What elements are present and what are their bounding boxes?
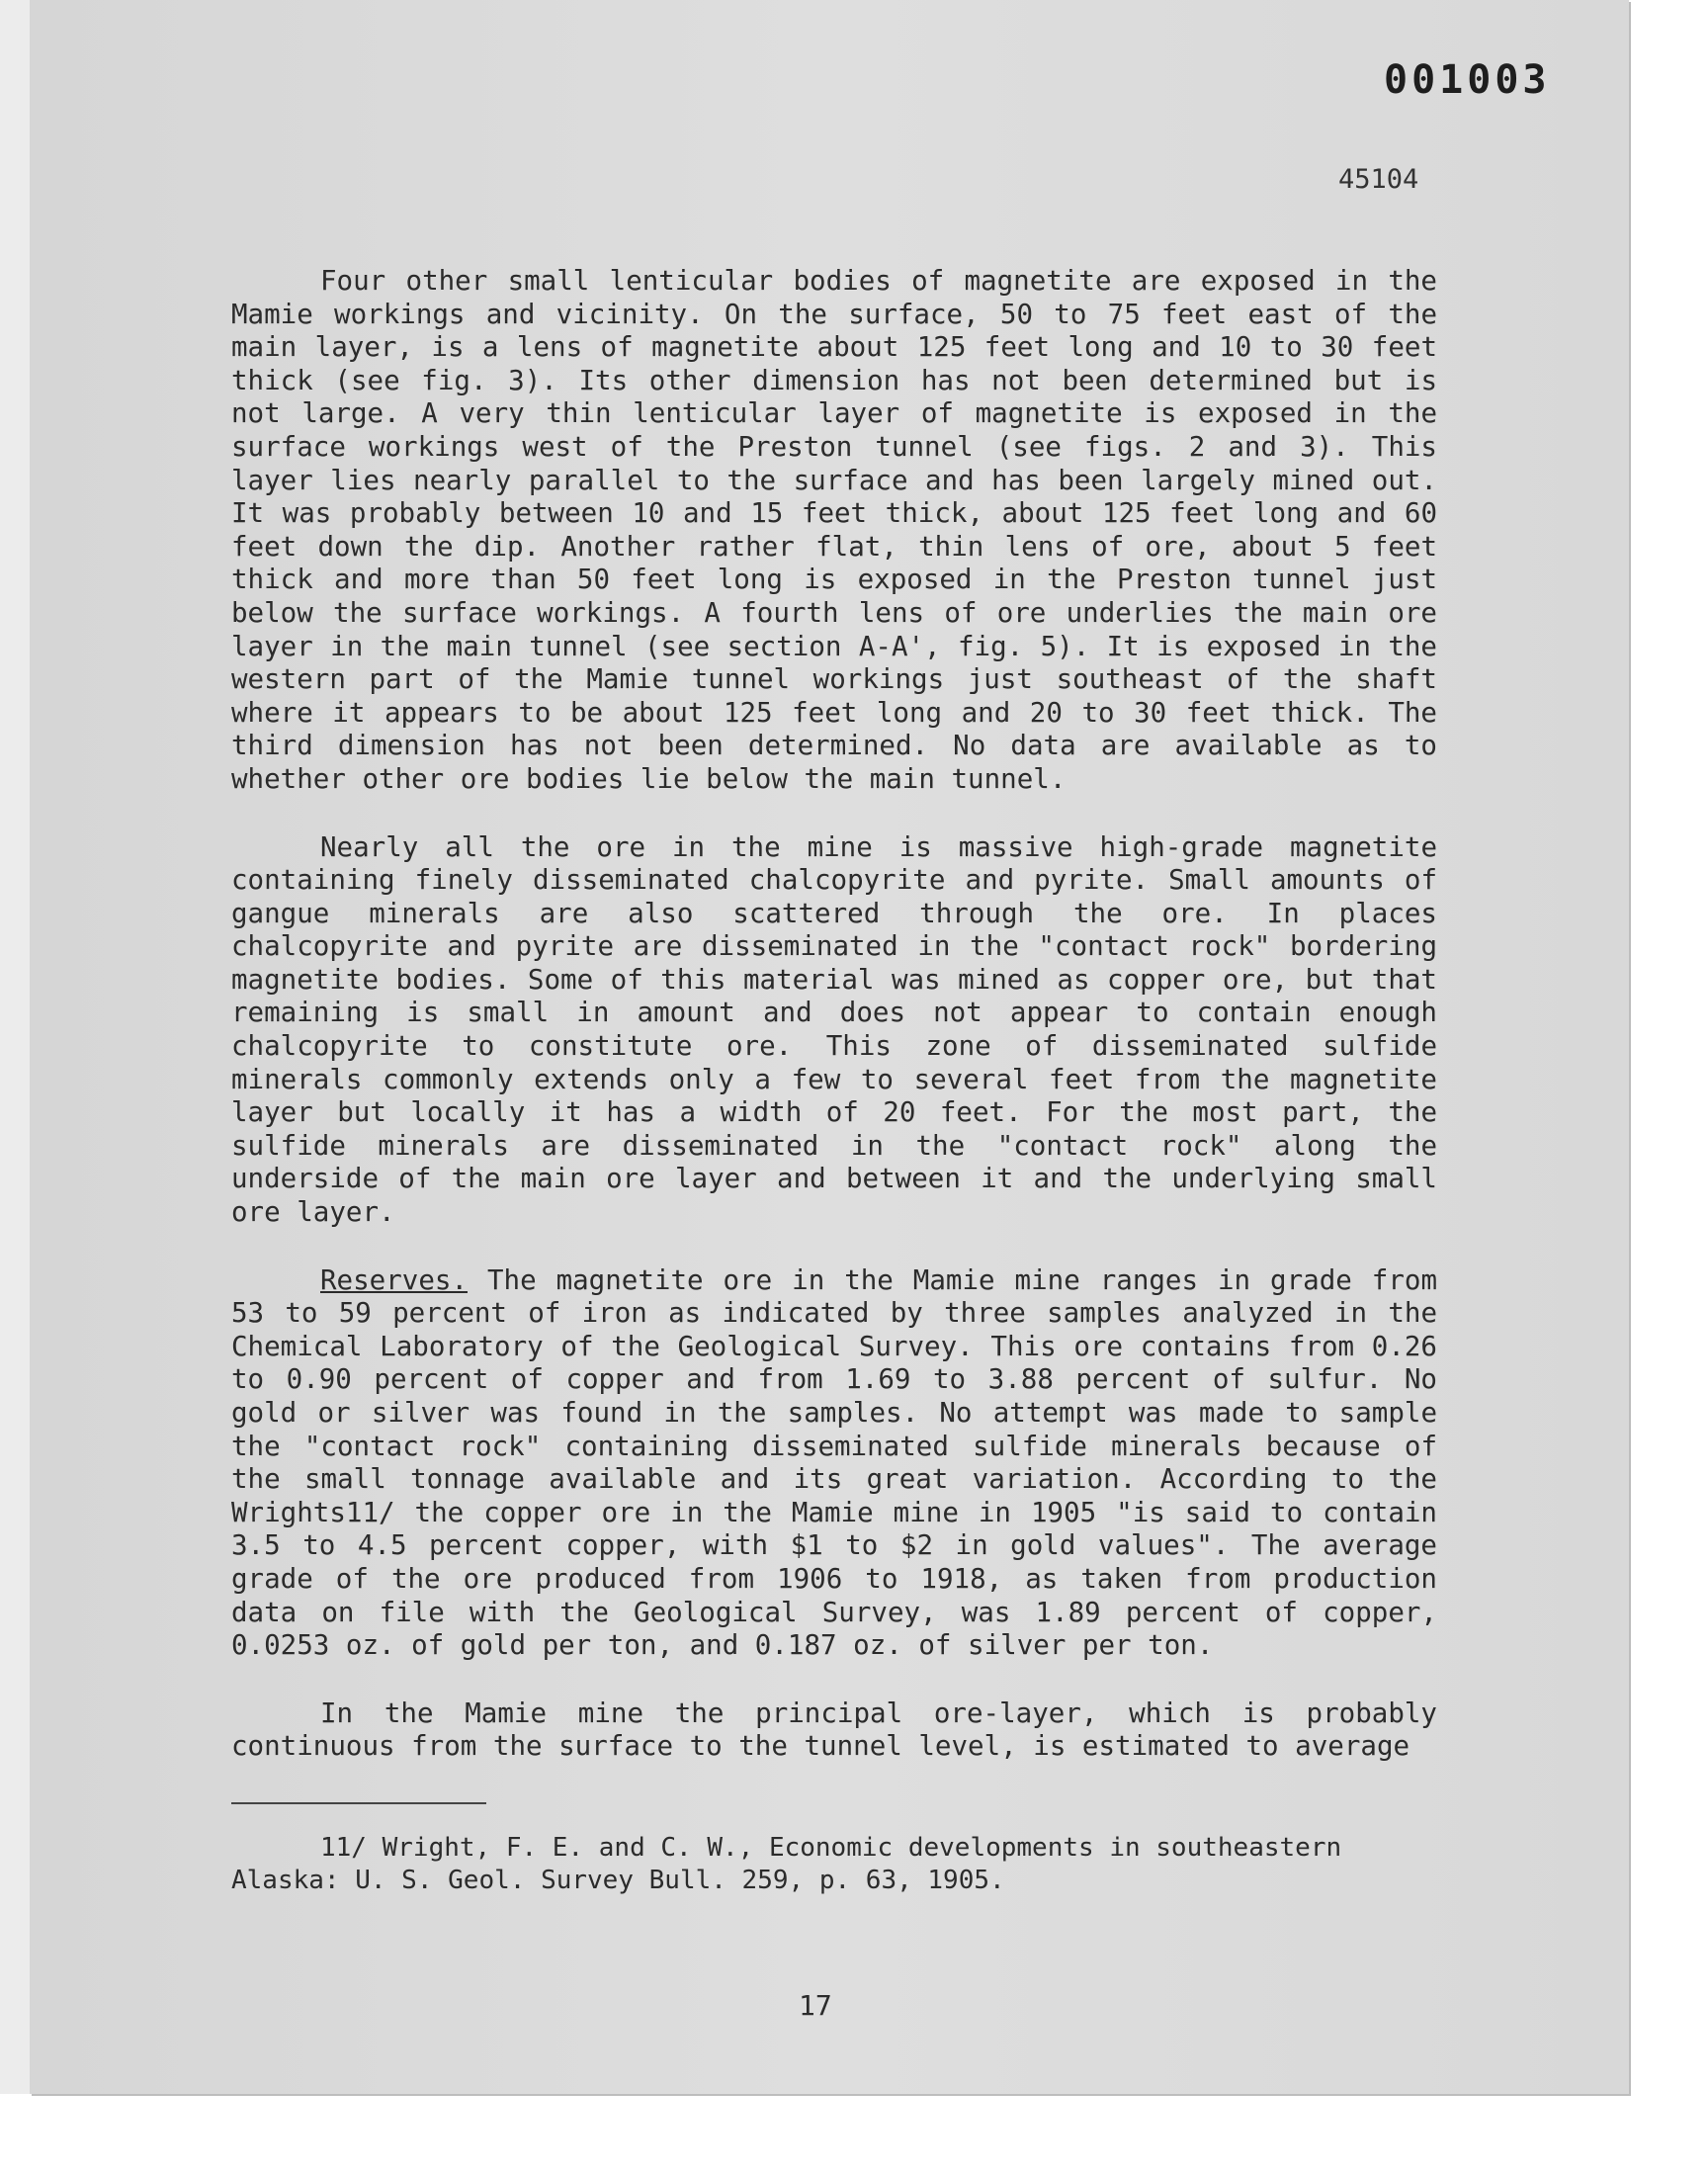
document-number: 45104 <box>1338 164 1419 195</box>
body-text <box>231 265 1437 1798</box>
section-heading-reserves: Reserves. <box>320 1263 469 1296</box>
page-number: 17 <box>799 1989 832 2022</box>
stamp-number: 001003 <box>1384 57 1551 103</box>
paragraph-2: Nearly all the ore in the mine is massive high-grade magnetite containing finely disseminated chalcopyrite and pyrite. Small amounts of gangue minerals are also scattered through the ore. In places chalcopyrite and pyrite are disseminated in the "contact rock" bordering magnetite bodies. Some of this material was mined as copper ore, but that remaining is small in amount and does not appear to contain enough chalcopyrite to constitute ore. This zone of disseminated sulfide minerals commonly extends only a few to several feet from the magnetite layer but locally it has a width of 20 feet. For the most part, the sulfide minerals are disseminated in the "contact rock" along the underside of the main ore layer and between it and the underlying small ore layer. <box>231 830 1437 1229</box>
paragraph-3-text: The magnetite ore in the Mamie mine ranges in grade from 53 to 59 percent of iron as indicated by three samples analyzed in the Chemical Laboratory of the Geological Survey. This ore contains from 0.26 to 0.90 percent of copper and from 1.69 to 3.88 percent of sulfur. No gold or silver was found in the samples. No attempt was made to sample the "contact rock" containing disseminated sulfide minerals because of the small tonnage available and its great variation. According to the Wrights11/ the copper ore in the Mamie mine in 1905 "is said to contain 3.5 to 4.5 percent copper, with $1 to $2 in gold values". The average grade of the ore produced from 1906 to 1918, as taken from production data on file with the Geological Survey, was 1.89 percent of copper, 0.0253 oz. of gold per ton, and 0.187 oz. of silver per ton. <box>231 1263 1437 1662</box>
footnote-divider <box>231 1802 486 1804</box>
paragraph-4: In the Mamie mine the principal ore-layer, which is probably continuous from the surface to the tunnel level, is estimated to average <box>231 1696 1437 1763</box>
paragraph-3 <box>231 1264 1437 1663</box>
footnote: 11/ Wright, F. E. and C. W., Economic developments in southeastern Alaska: U. S. Geol. Survey Bull. 259, p. 63, 1905. <box>231 1833 1342 1895</box>
paragraph-1: Four other small lenticular bodies of magnetite are exposed in the Mamie workings and vicinity. On the surface, 50 to 75 feet east of the main layer, is a lens of magnetite about 125 feet long and 10 to 30 feet thick (see fig. 3). Its other dimension has not been determined but is not large. A very thin lenticular layer of magnetite is exposed in the surface workings west of the Preston tunnel (see figs. 2 and 3). This layer lies nearly parallel to the surface and has been largely mined out. It was probably between 10 and 15 feet thick, about 125 feet long and 60 feet down the dip. Another rather flat, thin lens of ore, about 5 feet thick and more than 50 feet long is exposed in the Preston tunnel just below the surface workings. A fourth lens of ore underlies the main ore layer in the main tunnel (see section A-A', fig. 5). It is exposed in the western part of the Mamie tunnel workings just southeast of the shaft where it appears to be about 125 feet long and 20 to 30 feet thick. The third dimension has not been determined. No data are available as to whether other ore bodies lie below the main tunnel. <box>231 265 1437 795</box>
